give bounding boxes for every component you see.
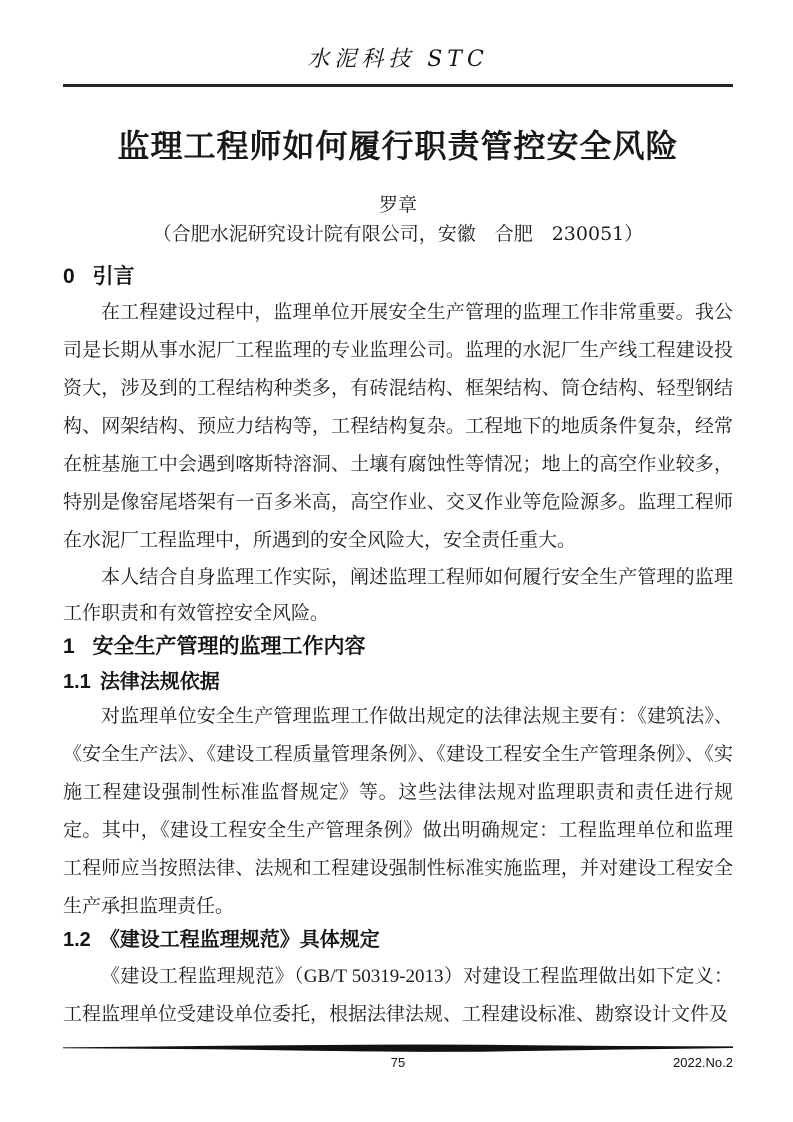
section-heading-text: 法律法规依据 [99, 671, 220, 693]
section-heading-text: 安全生产管理的监理工作内容 [92, 635, 366, 658]
paragraph-intro-2: 本人结合自身监理工作实际，阐述监理工程师如何履行安全生产管理的监理工作职责和有效管控安全风险。 [63, 567, 733, 624]
journal-name: 水泥科技 STC [307, 47, 489, 72]
header-rule [63, 84, 733, 87]
paragraph-legal-basis: 对监理单位安全生产管理监理工作做出规定的法律法规主要有：《建筑法》、《安全生产法》、《建设工程质量管理条例》、《建设工程安全生产管理条例》、《实施工程建设强制性标准监督规定》等。这些法律法规对监理职责和责任进行规定。其中，《建设工程安全生产管理条例》做出明确规定：工程监理单位和监理工程师应当按照法律、法规和工程建设强制性标准实施监理，并对建设工程安全生产承担监理责任。 [63, 706, 733, 917]
article-title: 监理工程师如何履行职责管控安全风险 [117, 128, 679, 164]
section-number: 1.2 [63, 929, 91, 951]
paragraph-intro-1: 在工程建设过程中，监理单位开展安全生产管理的监理工作非常重要。我公司是长期从事水泥厂工程监理的专业监理公司。监理的水泥厂生产线工程建设投资大，涉及到的工程结构种类多，有砖混结构、框架结构、筒仓结构、轻型钢结构、网架结构、预应力结构等，工程结构复杂。工程地下的地质条件复杂，经常在桩基施工中会遇到喀斯特溶洞、土壤有腐蚀性等情况；地上的高空作业较多，特别是像窑尾塔架有一百多米高，高空作业、交叉作业等危险源多。监理工程师在水泥厂工程监理中，所遇到的安全风险大，安全责任重大。 [63, 302, 733, 551]
section-heading-1-2 [63, 926, 733, 954]
section-number: 0 [63, 265, 75, 288]
section-heading-text: 《建设工程监理规范》具体规定 [99, 929, 380, 951]
section-heading-1 [63, 632, 733, 662]
journal-header [63, 47, 733, 72]
section-number: 1.1 [63, 671, 91, 693]
footer-row [63, 1054, 733, 1072]
page-footer [63, 1044, 733, 1072]
author-affiliation: （合肥水泥研究设计院有限公司，安徽 合肥 230051） [152, 223, 644, 245]
issue-number: 2022.No.2 [673, 1055, 733, 1070]
footer-rule [63, 1044, 733, 1053]
section-heading-1-1 [63, 668, 733, 696]
section-number: 1 [63, 635, 75, 658]
page-content [63, 0, 733, 1034]
section-heading-text: 引言 [92, 265, 135, 288]
author-name: 罗章 [378, 194, 417, 216]
paragraph-spec-definition: 《建设工程监理规范》（GB/T 50319-2013）对建设工程监理做出如下定义：工程监理单位受建设单位委托，根据法律法规、工程建设标准、勘察设计文件及 [63, 966, 733, 1025]
page-number: 75 [390, 1055, 406, 1070]
section-heading-0 [63, 262, 733, 292]
